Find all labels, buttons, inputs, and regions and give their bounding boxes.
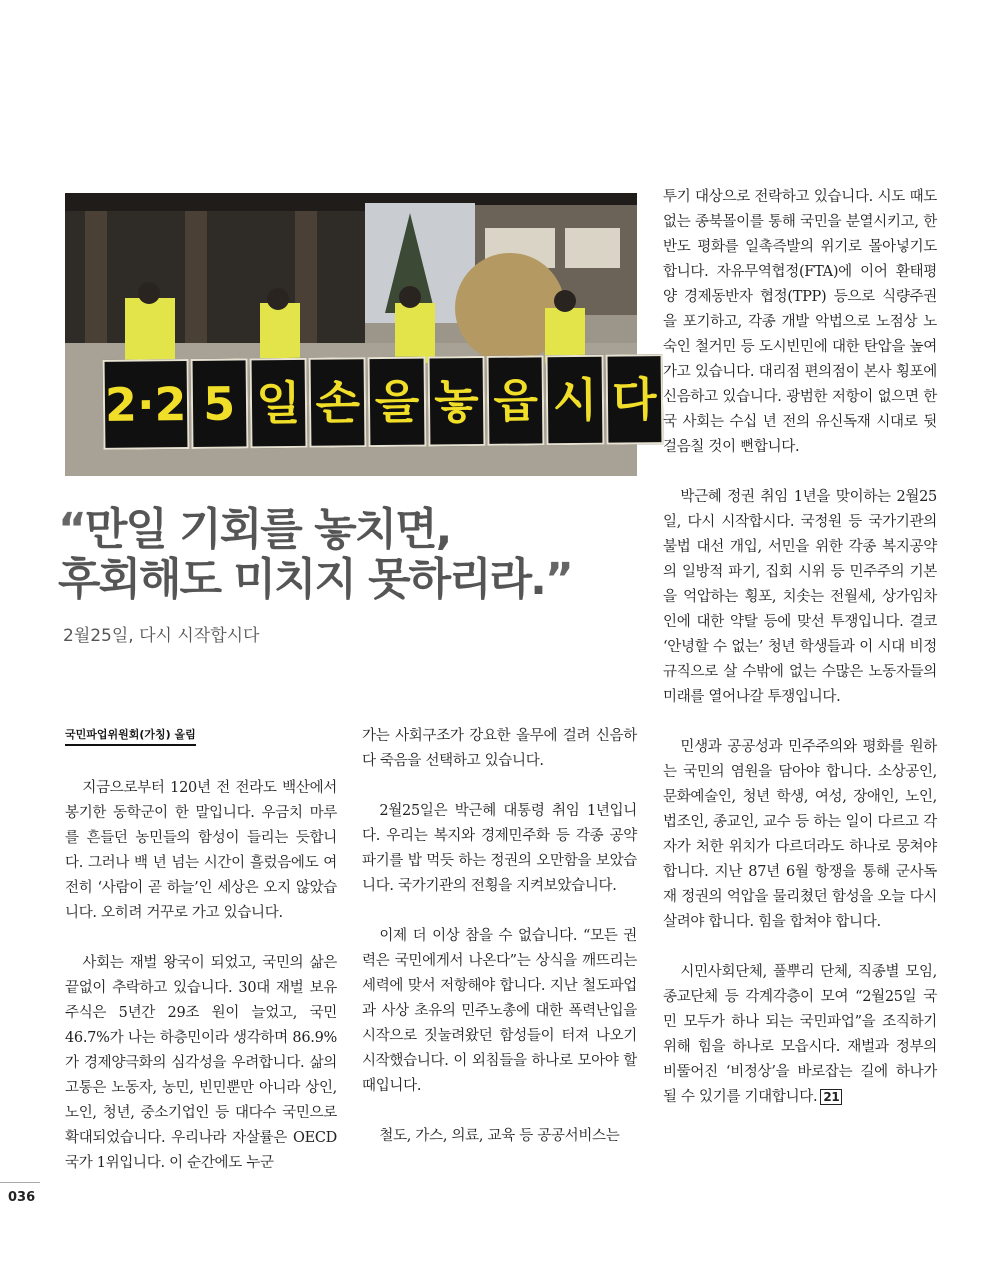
page-number-box bbox=[0, 1182, 40, 1223]
open-quote: “ bbox=[58, 504, 85, 555]
paragraph: 2월25일은 박근혜 대통령 취임 1년입니다. 우리는 복지와 경제민주화 등 각종 공약 파기를 밥 먹듯 하는 정권의 오만함을 보았습니다. 국가기관의 전횡을 지켜보았습니다. bbox=[362, 803, 637, 894]
banner-char: 2·2 bbox=[103, 359, 189, 450]
banner-char: 놓 bbox=[427, 356, 485, 447]
banner-char: 일 bbox=[249, 358, 307, 449]
body-column-3 bbox=[663, 185, 937, 1110]
banner-char: 손 bbox=[309, 357, 367, 448]
body-column-2 bbox=[362, 724, 637, 1149]
banner-char: 5 bbox=[190, 358, 248, 449]
paragraph: 사회는 재벌 왕국이 되었고, 국민의 삶은 끝없이 추락하고 있습니다. 30대 재벌 보유 주식은 5년간 29조 원이 늘었고, 국민 46.7%가 나는 하층민이라 생각하며 86.9%가 경제양극화의 심각성을 우려합니다. 삶의 고통은 노동자, 농민, 빈민뿐만 아니라 상인, 노인, 청년, 중소기업인 등 대다수 국민으로 확대되었습니다. 우리나라 자살률은 OECD국가 1위입니다. 이 순간에도 누군 bbox=[65, 955, 337, 1171]
banner-char: 을 bbox=[368, 357, 426, 448]
banner-char: 시 bbox=[546, 355, 604, 446]
paragraph: 이제 더 이상 참을 수 없습니다. “모든 권력은 국민에게서 나온다”는 상식을 깨뜨리는 세력에 맞서 저항해야 합니다. 지난 철도파업과 사상 초유의 민주노총에 대한 폭력난입을 시작으로 짓눌려왔던 함성들이 터져 나오기 시작했습니다. 이 외침들을 하나로 모아야 할 때입니다. bbox=[362, 928, 637, 1094]
paragraph bbox=[663, 960, 937, 1110]
body-column-1 bbox=[65, 776, 337, 1176]
headline-line-2 bbox=[58, 555, 658, 605]
paragraph: 지금으로부터 120년 전 전라도 백산에서 봉기한 동학군이 한 말입니다. 우금치 마루를 흔들던 농민들의 함성이 들리는 듯합니다. 그러나 백 년 넘는 시간이 흘렀음에도 여전히 ‘사람이 곧 하늘’인 세상은 오지 않았습니다. 오히려 거꾸로 가고 있습니다. bbox=[65, 780, 337, 921]
author-byline: 국민파업위원회(가칭) 올림 bbox=[65, 726, 196, 746]
paragraph: 가는 사회구조가 강요한 올무에 걸려 신음하다 죽음을 선택하고 있습니다. bbox=[362, 728, 637, 769]
subtitle: 2월25일, 다시 시작합시다 bbox=[63, 626, 260, 646]
headline bbox=[58, 505, 658, 605]
paragraph: 박근혜 정권 취임 1년을 맞이하는 2월25일, 다시 시작합시다. 국정원 등 국가기관의 불법 대선 개입, 서민을 위한 각종 복지공약의 일방적 파기, 집회 시위 등 민주주의 기본을 억압하는 횡포, 치솟는 전월세, 상가임차인에 대한 약탈 등에 맞선 투쟁입니다. 결코 ‘안녕할 수 없는’ 청년 학생들과 이 시대 비정규직으로 살 수밖에 없는 수많은 노동자들의 미래를 열어나갈 투쟁입니다. bbox=[663, 489, 937, 705]
headline-text-2: 후회해도 미치지 못하리라. bbox=[58, 554, 545, 605]
headline-text-1: 만일 기회를 놓치면, bbox=[84, 504, 451, 555]
final-paragraph-text: 시민사회단체, 풀뿌리 단체, 직종별 모임, 종교단체 등 각계각층이 모여 “2월25일 국민 모두가 하나 되는 국민파업”을 조직하기 위해 힘을 하나로 모읍시다. 재벌과 정부의 비뚤어진 ‘비정상’을 바로잡는 길에 하나가 될 수 있기를 기대합니다. bbox=[663, 964, 937, 1105]
headline-line-1 bbox=[58, 505, 658, 555]
paragraph: 철도, 가스, 의료, 교육 등 공공서비스는 bbox=[379, 1128, 620, 1144]
paragraph: 투기 대상으로 전락하고 있습니다. 시도 때도 없는 종북몰이를 통해 국민을 분열시키고, 한반도 평화를 일촉즉발의 위기로 몰아넣기도 합니다. 자유무역협정(FTA)에 이어 환태평양 경제동반자 협정(TPP) 등으로 식량주권을 포기하고, 각종 개발 악법으로 노점상 노숙인 철거민 등 도시빈민에 대한 탄압을 높여가고 있습니다. 대리점 편의점이 본사 횡포에 신음하고 있습니다. 광범한 저항이 없으면 한국 사회는 수십 년 전의 유신독재 시대로 뒷걸음칠 것이 뻔합니다. bbox=[663, 189, 937, 455]
end-mark: 21 bbox=[820, 1089, 842, 1105]
protest-banner bbox=[103, 354, 664, 450]
page-number: 036 bbox=[8, 1190, 36, 1205]
close-quote: ” bbox=[544, 554, 572, 605]
banner-char: 읍 bbox=[487, 355, 545, 446]
paragraph: 민생과 공공성과 민주주의와 평화를 원하는 국민의 염원을 담아야 합니다. 소상공인, 문화예술인, 청년 학생, 여성, 장애인, 노인, 법조인, 종교인, 교수 등 하는 일이 다르고 각자가 처한 위치가 다르더라도 하나로 뭉쳐야 합니다. 지난 87년 6월 항쟁을 통해 군사독재 정권의 억압을 물리쳤던 함성을 오늘 다시 살려야 합니다. 힘을 합쳐야 합니다. bbox=[663, 739, 937, 930]
banner-char: 다 bbox=[605, 354, 663, 445]
protest-photo bbox=[65, 193, 657, 476]
